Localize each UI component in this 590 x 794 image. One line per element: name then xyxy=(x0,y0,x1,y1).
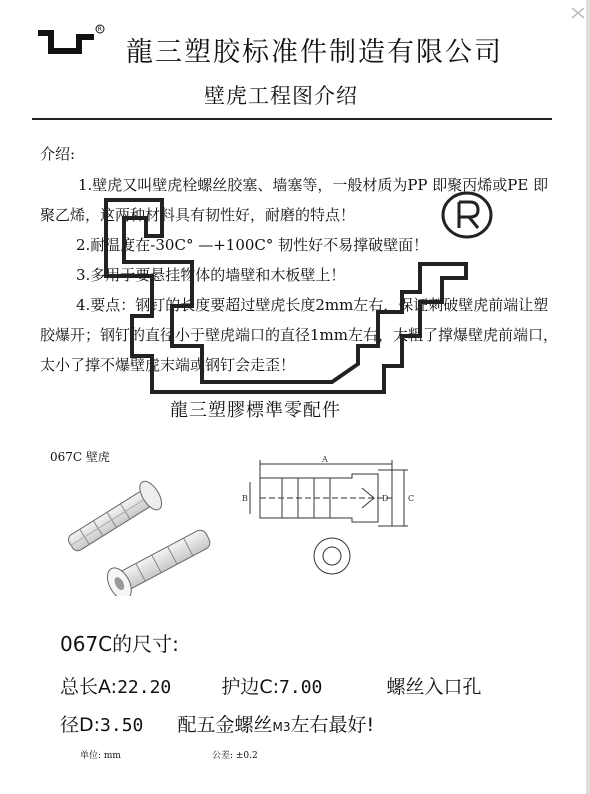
screw-hole-label: 螺丝入口孔 xyxy=(386,676,482,698)
diameter-value: 3.50 xyxy=(100,715,144,736)
screw-suffix: 左右最好! xyxy=(290,714,375,736)
anchor-technical-drawing xyxy=(232,452,432,582)
spec-line-1 xyxy=(60,672,482,699)
length-value: 22.20 xyxy=(117,677,172,698)
drawing-label-c: C xyxy=(408,494,415,503)
close-icon[interactable] xyxy=(570,6,586,20)
drawing-label-d: D xyxy=(382,494,389,503)
drawing-label-b: B xyxy=(242,494,248,503)
screw-prefix: 配五金螺丝 xyxy=(177,714,273,736)
svg-text:R: R xyxy=(97,26,102,34)
spec-line-2 xyxy=(60,710,374,737)
intro-point-4: 4.要点：钢钉的长度要超过壁虎长度2mm左右，保证刺破壁虎前端让塑胶爆开；钢钉的直径小于壁虎端口的直径1mm左右，太粗了撑爆壁虎前端口，太小了撑不爆壁虎末端或钢钉会走歪！ xyxy=(40,296,558,374)
header-divider xyxy=(32,118,552,120)
parts-heading: 龍三塑膠標準零配件 xyxy=(170,400,341,421)
document-title: 壁虎工程图介绍 xyxy=(204,84,358,108)
anchor-product-image xyxy=(50,476,220,596)
unit-note: 单位: mm xyxy=(80,751,121,761)
length-label: 总长A: xyxy=(60,676,118,698)
registered-mark-icon xyxy=(440,190,494,240)
flange-value: 7.00 xyxy=(279,677,323,698)
tolerance-note: 公差: ±0.2 xyxy=(212,751,258,761)
intro-point-2: 2.耐温度在-30C° —+100C° 韧性好不易撑破壁面！ xyxy=(76,236,429,254)
diameter-label: 径D: xyxy=(60,714,101,736)
company-name: 龍三塑胶标准件制造有限公司 xyxy=(126,37,503,68)
screw-size: M3 xyxy=(272,720,291,734)
company-logo-icon xyxy=(36,24,108,58)
size-heading: 067C的尺寸: xyxy=(60,632,179,656)
intro-label: 介绍: xyxy=(40,145,76,163)
intro-point-1: 1.壁虎又叫壁虎栓螺丝胶塞、墙塞等，一般材质为PP 即聚丙烯或PE 即聚乙烯，这两种材料具有韧性好，耐磨的特点！ xyxy=(40,176,549,224)
intro-point-3: 3.多用于要悬挂物体的墙壁和木板壁上！ xyxy=(76,266,346,284)
part-code-label: 067C 壁虎 xyxy=(50,450,110,464)
drawing-label-a: A xyxy=(322,455,328,464)
flange-label: 护边C: xyxy=(221,676,280,698)
page-edge xyxy=(586,0,590,794)
